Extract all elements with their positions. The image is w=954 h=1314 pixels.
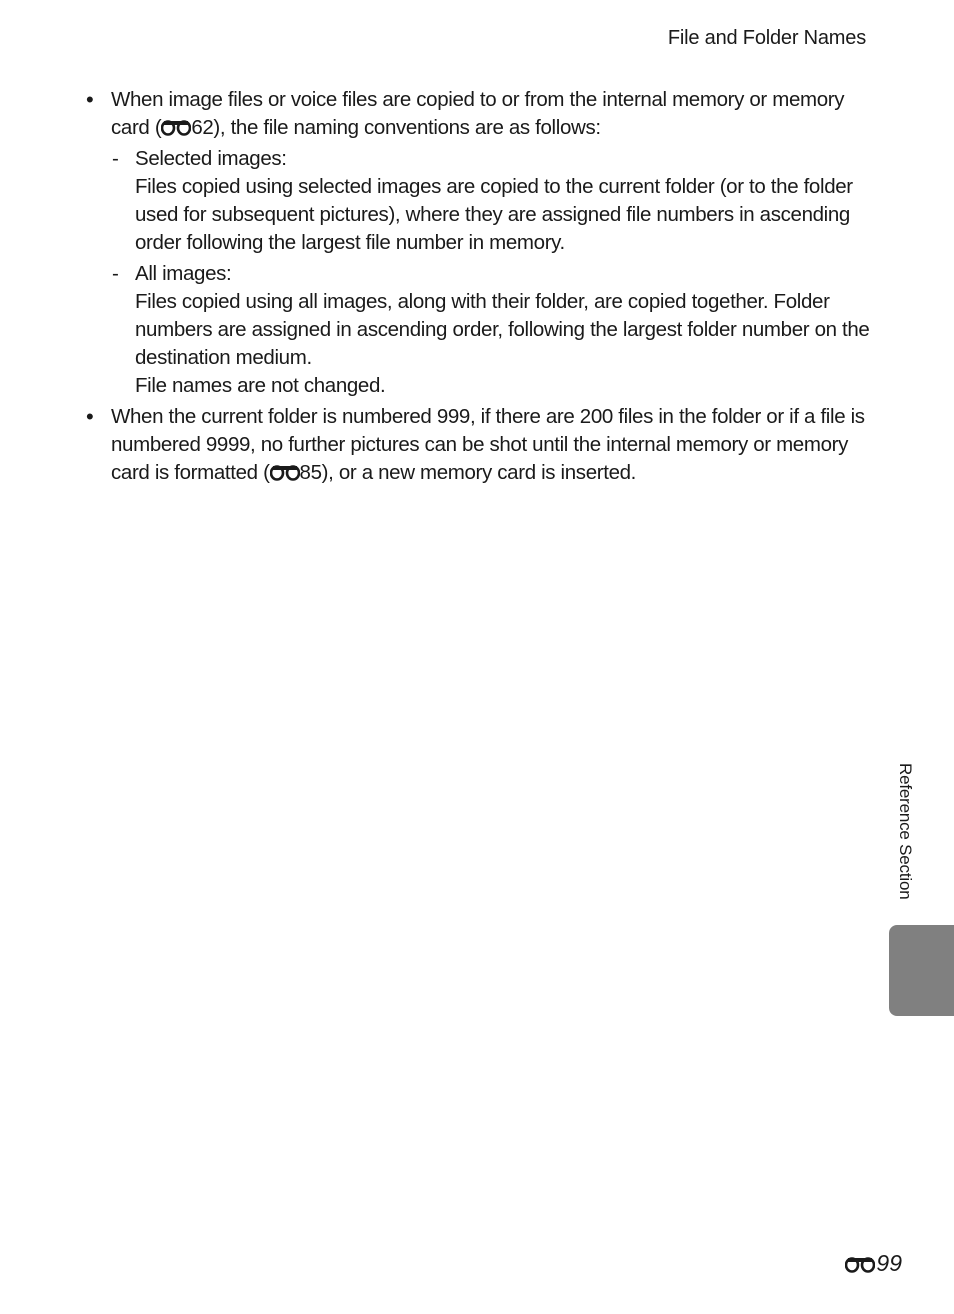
- reference-section-icon: [161, 118, 191, 136]
- sub-dash: -: [112, 147, 119, 170]
- sub-item-text: File names are not changed.: [135, 374, 386, 397]
- running-header-title: File and Folder Names: [667, 27, 866, 49]
- sub-item-heading: Selected images:: [135, 147, 287, 170]
- main-content: [84, 86, 874, 490]
- bullet-text-after: ), or a new memory card is inserted.: [321, 461, 637, 484]
- section-side-label: Reference Section: [896, 763, 915, 900]
- reference-section-icon: [845, 1255, 875, 1273]
- page-number: [845, 1250, 902, 1277]
- section-tab: [889, 925, 954, 1016]
- sub-item-text: Files copied using all images, along with their folder, are copied together. Folder numbers are assigned in ascending order, following the largest folder number on the destination medium.: [135, 290, 870, 369]
- bullet-text-before: When the current folder is numbered 999, if there are 200 files in the folder or if a file is numbered 9999, no further pictures can be shot until the internal memory or memory card is formatted (: [111, 405, 865, 484]
- cross-reference-page[interactable]: 85: [299, 461, 322, 484]
- sub-dash: -: [112, 262, 119, 285]
- bullet-text-before: When image files or voice files are copied to or from the internal memory or memory card (: [111, 88, 845, 139]
- bullet-item: [84, 86, 874, 400]
- page-number-value: 99: [876, 1250, 902, 1276]
- cross-reference-page[interactable]: 62: [191, 116, 214, 139]
- sub-item-text: Files copied using selected images are copied to the current folder (or to the folder used for subsequent pictures), where they are assigned file numbers in ascending order following the largest file number in memory.: [135, 175, 853, 254]
- sub-item-selected-images: [111, 145, 874, 257]
- bullet-item: [84, 403, 874, 487]
- sub-item-heading: All images:: [135, 262, 232, 285]
- sub-item-all-images: [111, 260, 874, 400]
- bullet-dot: •: [86, 404, 94, 429]
- bullet-text-after: ), the file naming conventions are as follows:: [213, 116, 601, 139]
- reference-section-icon: [270, 463, 300, 481]
- bullet-dot: •: [86, 87, 94, 112]
